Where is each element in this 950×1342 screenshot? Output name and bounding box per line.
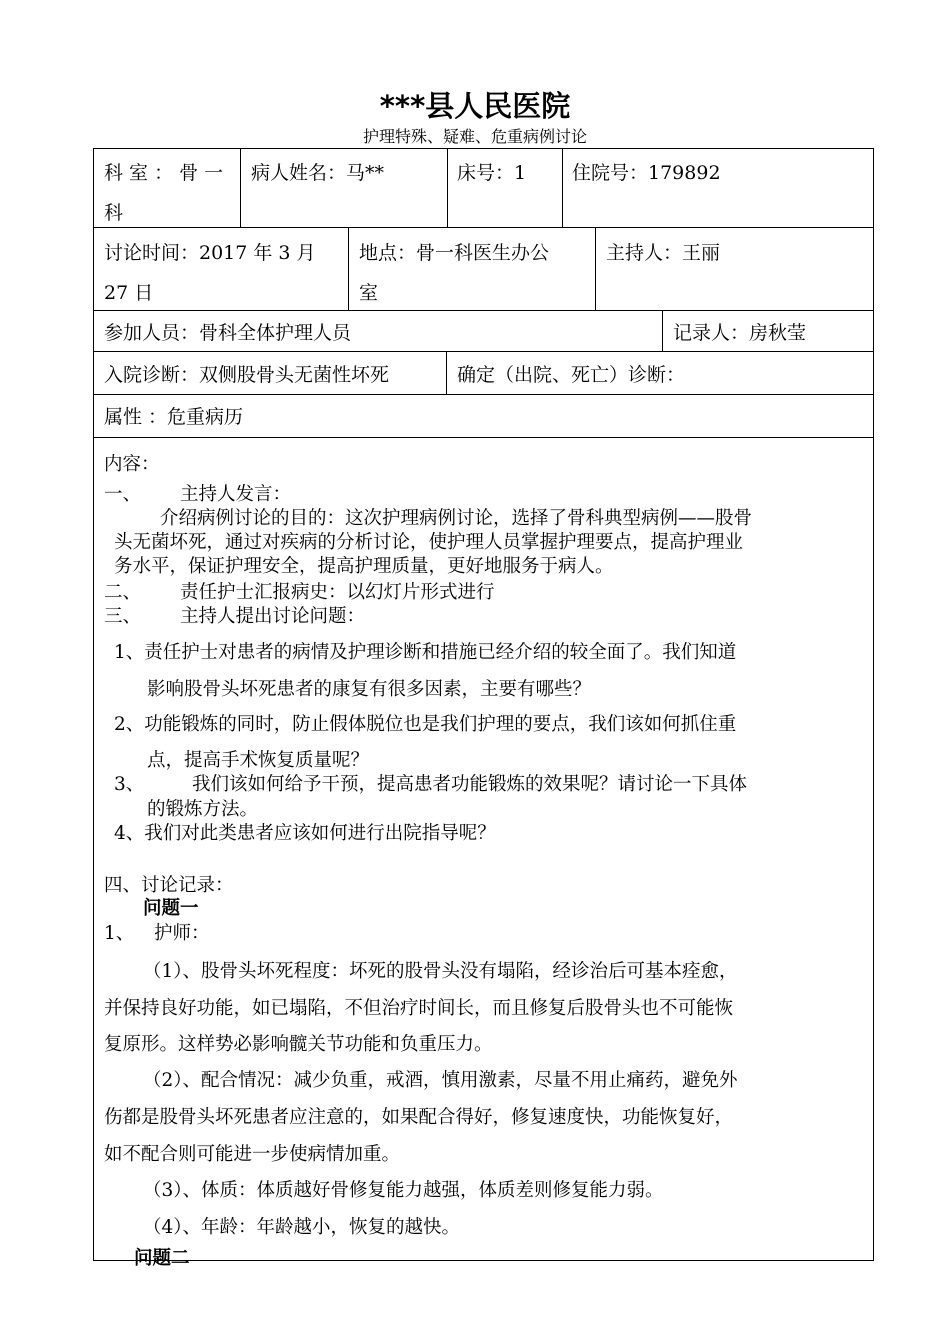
col-divider [595, 227, 596, 311]
table-border-top [93, 148, 874, 149]
patient-name: 病人姓名：马** [251, 162, 385, 184]
question-1-cont: 影响股骨头坏死患者的康复有很多因素，主要有哪些？ [147, 679, 592, 700]
row-divider [93, 437, 874, 438]
hospital-title: ***县人民医院 [379, 89, 571, 123]
section-2-title: 责任护士汇报病史：以幻灯片形式进行 [180, 582, 495, 603]
problem-2-heading: 问题二 [134, 1248, 190, 1269]
discussion-time-cont: 27 日 [104, 282, 154, 304]
col-divider [348, 227, 349, 311]
recorder: 记录人：房秋莹 [673, 322, 807, 344]
host: 主持人：王丽 [606, 242, 721, 264]
table-border-right [873, 148, 874, 1261]
col-divider [662, 310, 663, 352]
problem-1-heading: 问题一 [143, 898, 199, 919]
participants: 参加人员：骨科全体护理人员 [104, 322, 352, 344]
col-divider [447, 148, 448, 228]
discussion-time: 讨论时间：2017 年 3 月 [104, 242, 316, 264]
final-diagnosis: 确定（出院、死亡）诊断： [457, 364, 686, 386]
section-1-number: 一、 [104, 484, 142, 505]
section-1-text: 介绍病例讨论的目的：这次护理病例讨论，选择了骨科典型病例——股骨 [160, 508, 753, 529]
question-2-cont: 点，提高手术恢复质量呢？ [147, 750, 370, 771]
admission-number: 住院号：179892 [572, 162, 721, 184]
discussion-place-cont: 室 [359, 282, 379, 304]
table-border-left [93, 148, 94, 1261]
col-divider [562, 148, 563, 228]
answer-2: （2）、配合情况：减少负重，戒酒，慎用激素，尽量不用止痛药，避免外 [143, 1070, 738, 1091]
answer-2-cont: 伤都是股骨头坏死患者应注意的，如果配合得好，修复速度快，功能恢复好， [104, 1107, 734, 1128]
col-divider [240, 148, 241, 228]
department-label-cont: 科 [104, 202, 124, 224]
answer-1-cont: 并保持良好功能，如已塌陷，不但治疗时间长，而且修复后股骨头也不可能恢 [104, 998, 734, 1019]
admission-diagnosis: 入院诊断：双侧股骨头无菌性坏死 [104, 364, 390, 386]
section-4-title: 四、讨论记录： [104, 875, 234, 896]
col-divider [446, 351, 447, 395]
question-1: 1、责任护士对患者的病情及护理诊断和措施已经介绍的较全面了。我们知道 [114, 642, 737, 663]
question-3: 我们该如何给予干预，提高患者功能锻炼的效果呢？请讨论一下具体 [192, 774, 748, 795]
bed-number: 床号：1 [457, 162, 527, 184]
section-1-text: 务水平，保证护理安全，提高护理质量，更好地服务于病人。 [114, 556, 614, 577]
answer-1: （1）、股骨头坏死程度：坏死的股骨头没有塌陷，经诊治后可基本痊愈， [143, 961, 738, 982]
row-divider [93, 310, 874, 311]
row-divider [93, 227, 874, 228]
question-2: 2、功能锻炼的同时，防止假体脱位也是我们护理的要点，我们该如何抓住重 [114, 714, 737, 735]
case-attribute: 属性 ：危重病历 [104, 406, 244, 428]
section-3-number: 三、 [104, 606, 142, 627]
section-1-title: 主持人发言： [180, 484, 292, 505]
form-subtitle: 护理特殊、疑难、危重病例讨论 [362, 127, 587, 146]
question-3-cont: 的锻炼方法。 [147, 799, 259, 820]
answer-4: （4）、年龄：年龄越小，恢复的越快。 [143, 1217, 461, 1238]
department-label: 科 室 ： 骨 一 [104, 162, 224, 184]
section-1-text: 头无菌坏死，通过对疾病的分析讨论，使护理人员掌握护理要点，提高护理业 [114, 532, 744, 553]
answer-2-cont: 如不配合则可能进一步使病情加重。 [104, 1144, 401, 1165]
section-3-title: 主持人提出讨论问题： [180, 606, 366, 627]
discussion-place: 地点：骨一科医生办公 [359, 242, 550, 264]
section-2-number: 二、 [104, 582, 142, 603]
answer-3: （3）、体质：体质越好骨修复能力越强，体质差则修复能力弱。 [143, 1180, 664, 1201]
question-3-number: 3、 [114, 774, 145, 795]
nurse-label: 护师： [154, 923, 210, 944]
content-heading: 内容： [104, 454, 160, 475]
table-border-bottom [93, 1260, 874, 1261]
nurse-number: 1、 [104, 923, 135, 944]
answer-1-cont: 复原形。这样势必影响髋关节功能和负重压力。 [104, 1034, 493, 1055]
question-4: 4、我们对此类患者应该如何进行出院指导呢？ [114, 823, 496, 844]
